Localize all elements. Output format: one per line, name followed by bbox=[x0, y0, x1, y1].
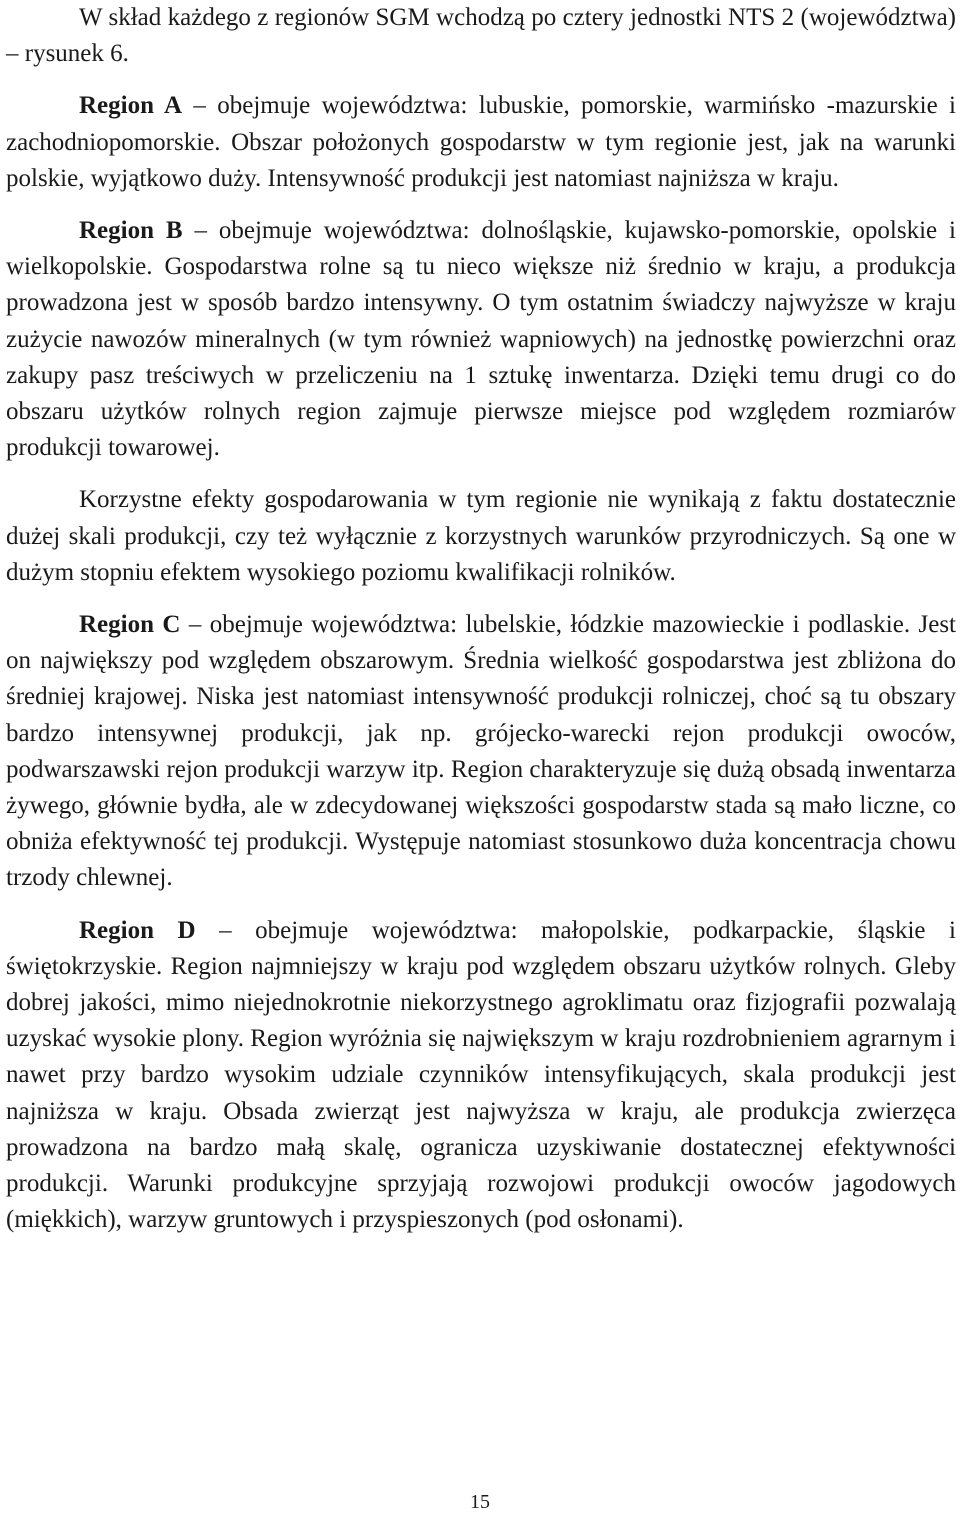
region-b-text: – obejmuje województwa: dolnośląskie, kujawsko-pomorskie, opolskie i wielkopolskie. Gospodarstwa rolne są tu nieco większe niż średnio w kraju, a produkcja prowadzona jest w sposób bardzo intensywny. O tym ostatnim świadczy najwyższe w kraju zużycie nawozów mineralnych (w tym również wapniowych) na jednostkę powierzchni oraz zakupy pasz treściwych w przeliczeniu na 1 sztukę inwentarza. Dzięki temu drugi co do obszaru użytków rolnych region zajmuje pierwsze miejsce pod względem rozmiarów produkcji towarowej. bbox=[6, 217, 956, 462]
region-a-label: Region A bbox=[79, 92, 183, 120]
paragraph-region-c bbox=[6, 607, 956, 897]
document-page bbox=[6, 0, 956, 1239]
paragraph-intro bbox=[6, 0, 956, 72]
paragraph-region-a bbox=[6, 88, 956, 197]
region-b-effects-text: Korzystne efekty gospodarowania w tym regionie nie wynikają z faktu dostatecznie dużej skali produkcji, czy też wyłącznie z korzystnych warunków przyrodniczych. Są one w dużym stopniu efektem wysokiego poziomu kwalifikacji rolników. bbox=[6, 486, 956, 586]
paragraph-region-d bbox=[6, 913, 956, 1239]
paragraph-intro-text: W skład każdego z regionów SGM wchodzą po cztery jednostki NTS 2 (województwa) – rysunek 6. bbox=[6, 4, 956, 68]
region-d-label: Region D bbox=[79, 916, 196, 944]
region-c-label: Region C bbox=[79, 611, 181, 639]
region-d-text: – obejmuje województwa: małopolskie, podkarpackie, śląskie i świętokrzyskie. Region najmniejszy w kraju pod względem obszaru użytków rolnych. Gleby dobrej jakości, mimo niejednokrotnie niekorzystnego agroklimatu oraz fizjografii pozwalają uzyskać wysokie plony. Region wyróżnia się największym w kraju rozdrobnieniem agrarnym i nawet przy bardzo wysokim udziale czynników intensyfikujących, skala produkcji jest najniższa w kraju. Obsada zwierząt jest najwyższa w kraju, ale produkcja zwierzęca prowadzona na bardzo małą skalę, ogranicza uzyskiwanie dostatecznej efektywności produkcji. Warunki produkcyjne sprzyjają rozwojowi produkcji owoców jagodowych (miękkich), warzyw gruntowych i przyspieszonych (pod osłonami). bbox=[6, 916, 956, 1234]
paragraph-region-b bbox=[6, 213, 956, 466]
paragraph-region-b-effects bbox=[6, 482, 956, 591]
region-b-label: Region B bbox=[79, 217, 183, 245]
page-number: 15 bbox=[470, 1491, 490, 1513]
region-a-text: – obejmuje województwa: lubuskie, pomorskie, warmińsko -mazurskie i zachodniopomorskie. Obszar położonych gospodarstw w tym regionie jest, jak na warunki polskie, wyjątkowo duży. Intensywność produkcji jest natomiast najniższa w kraju. bbox=[6, 92, 956, 192]
region-c-text: – obejmuje województwa: lubelskie, łódzkie mazowieckie i podlaskie. Jest on największy pod względem obszarowym. Średnia wielkość gospodarstwa jest zbliżona do średniej krajowej. Niska jest natomiast intensywność produkcji rolniczej, choć są tu obszary bardzo intensywnej produkcji, jak np. grójecko-warecki rejon produkcji owoców, podwarszawski rejon produkcji warzyw itp. Region charakteryzuje się dużą obsadą inwentarza żywego, głównie bydła, ale w zdecydowanej większości gospodarstw stada są mało liczne, co obniża efektywność tej produkcji. Występuje natomiast stosunkowo duża koncentracja chowu trzody chlewnej. bbox=[6, 611, 956, 892]
